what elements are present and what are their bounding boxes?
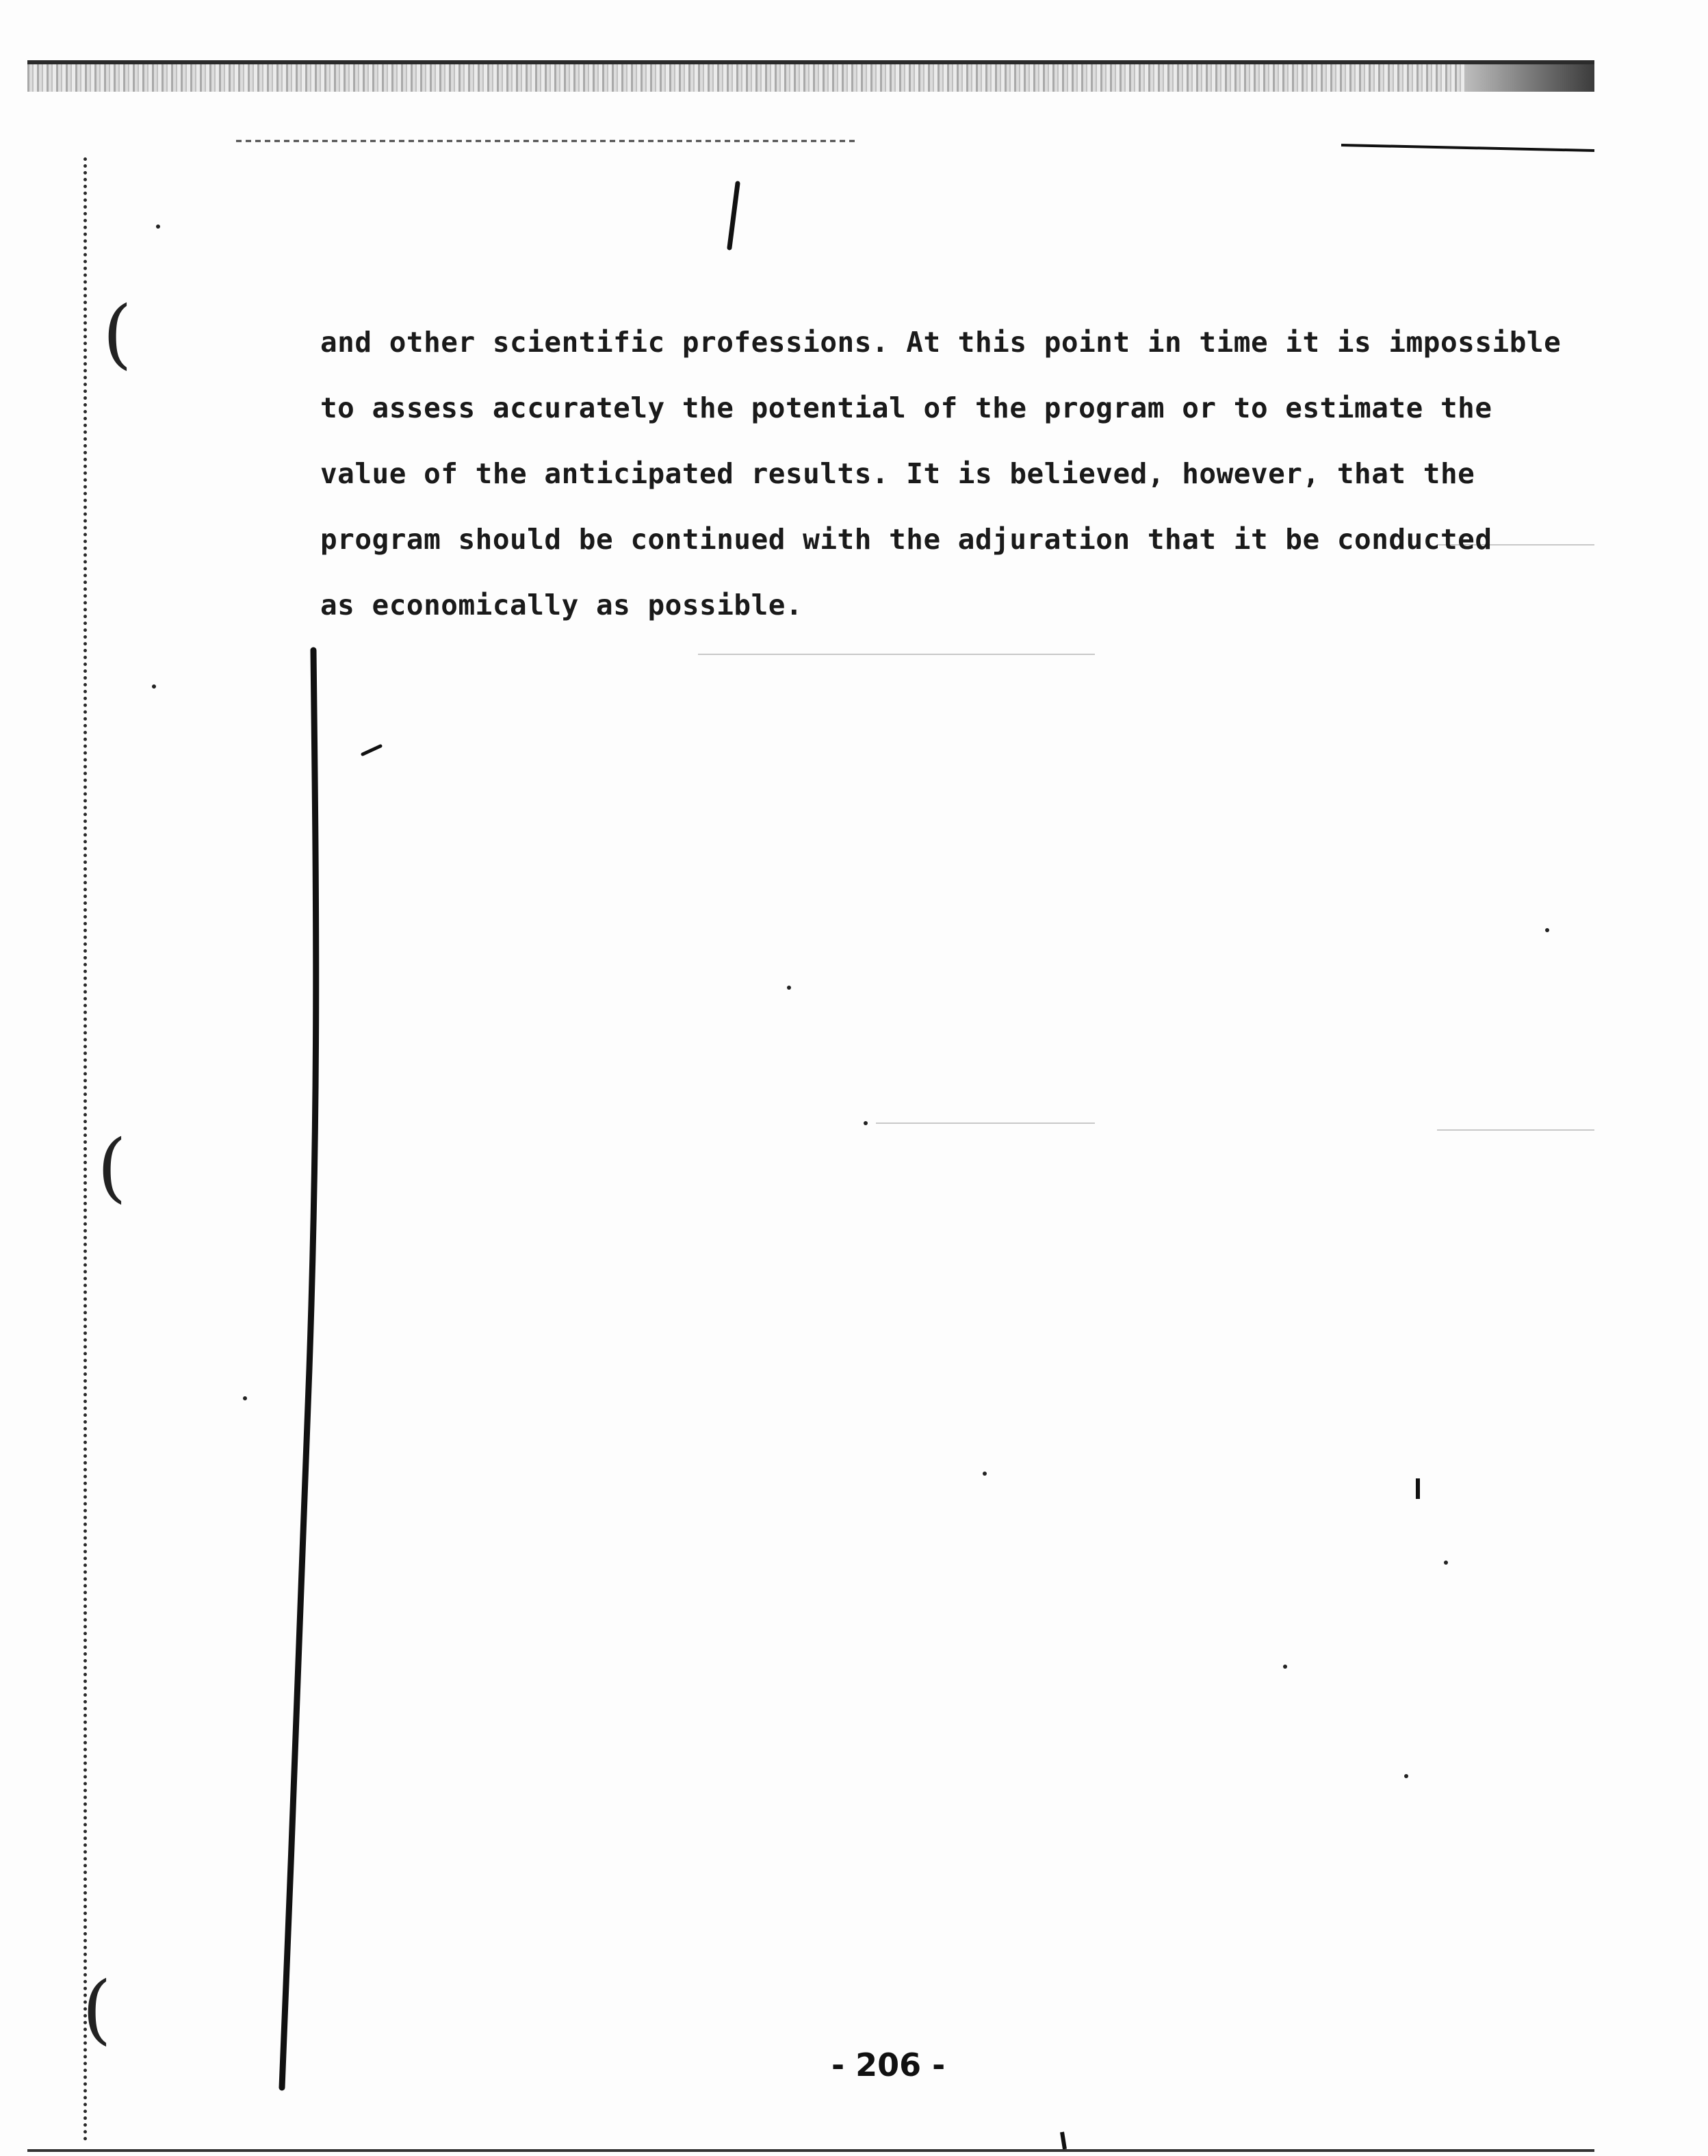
paragraph-line: program should be continued with the adjuration that it be conducted [320, 523, 1492, 556]
paragraph-line: and other scientific professions. At this point in time it is impossible [320, 326, 1562, 359]
scan-guide-line [876, 1122, 1095, 1124]
scan-speck [1545, 928, 1549, 932]
scan-speck [152, 684, 156, 689]
hand-drawn-vertical-rule [282, 650, 316, 2088]
scan-speck [156, 224, 160, 229]
scan-speck [787, 986, 791, 990]
scan-speck [983, 1472, 987, 1476]
paragraph-line: as economically as possible. [320, 589, 803, 621]
punch-hole-middle: ( [97, 1123, 127, 1211]
scan-speck [1444, 1561, 1448, 1565]
pen-stroke-top [729, 183, 738, 248]
punch-hole-bottom: ( [82, 1965, 112, 2053]
scan-speck [1404, 1774, 1408, 1778]
punch-hole-top: ( [103, 290, 132, 377]
scan-speck [1283, 1665, 1287, 1669]
typed-paragraph [320, 309, 1562, 638]
paragraph-line: to assess accurately the potential of the program or to estimate the [320, 392, 1492, 424]
scan-guide-line [698, 654, 1095, 655]
paragraph-line: value of the anticipated results. It is believed, however, that the [320, 457, 1475, 490]
scan-speck [864, 1121, 868, 1125]
header-line-right [1341, 145, 1594, 151]
scan-speck [243, 1396, 247, 1400]
bottom-mark [1062, 2132, 1065, 2149]
scan-guide-line [1437, 1129, 1594, 1131]
pen-stroke-dash [363, 746, 380, 754]
page-number: - 206 - [831, 2046, 946, 2083]
